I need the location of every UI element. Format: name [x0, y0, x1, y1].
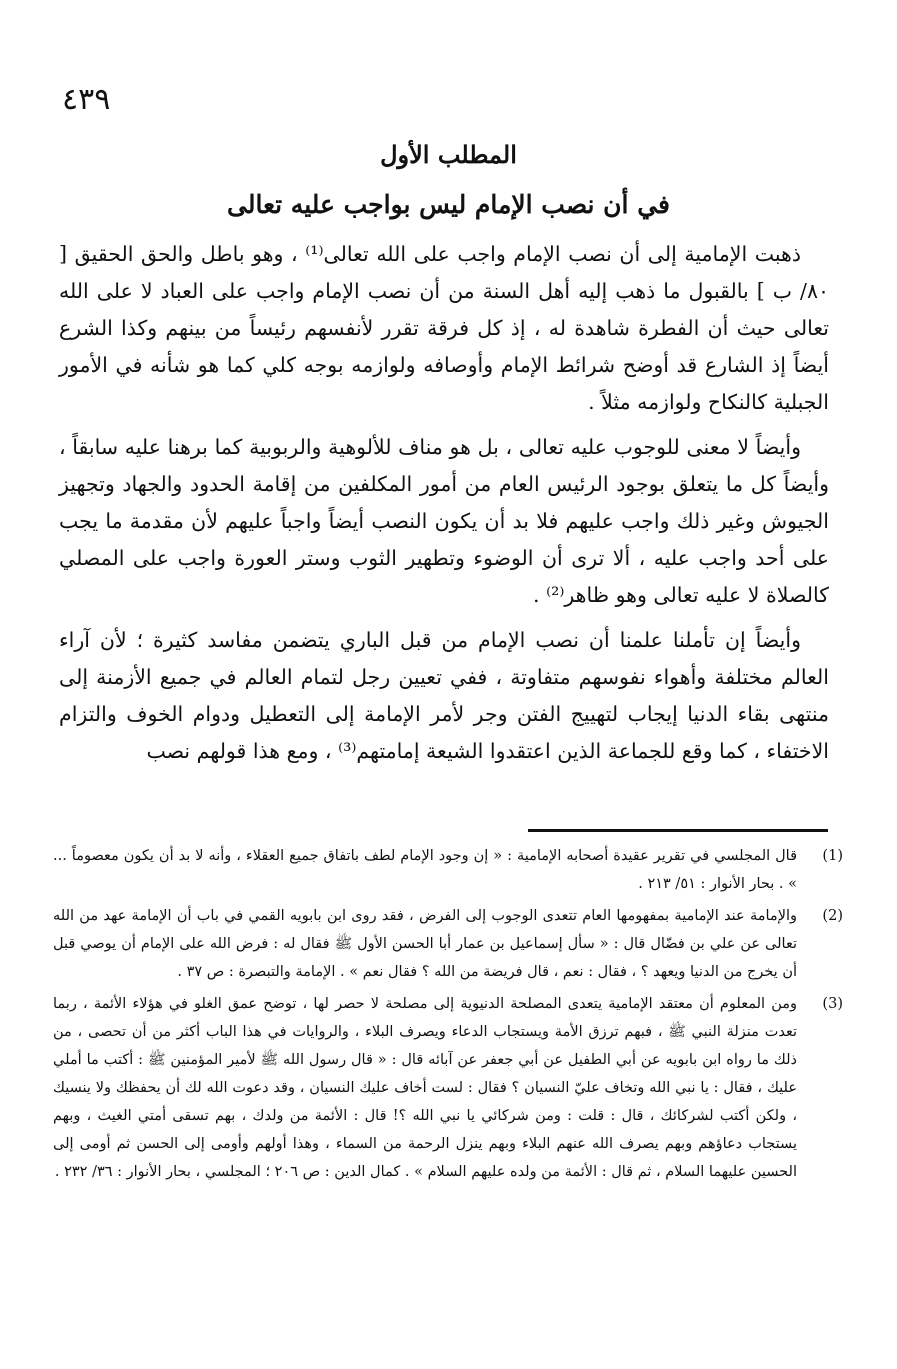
footnote-number: (2) [822, 908, 843, 924]
footnote-number: (3) [822, 996, 843, 1012]
footnote-divider [528, 829, 828, 832]
footnote [53, 902, 843, 986]
footnotes [53, 842, 843, 1190]
section-heading: المطلب الأول [380, 140, 517, 169]
section-subheading: في أن نصب الإمام ليس بواجب عليه تعالى [227, 190, 670, 219]
footnote-number: (1) [822, 848, 843, 864]
body-paragraph: وأيضاً لا معنى للوجوب عليه تعالى ، بل هو مناف للألوهية والربوبية كما برهنا عليه سابقاً ، وأيضاً كل ما يتعلق بوجود الرئيس العام من أمور المكلفين من إقامة الحدود والجهاد وتجهيز الجيوش وغير ذلك واجب عليهم فلا بد أن يكون النصب أيضاً واجباً عليهم لأن مقدمة ما يجب على أحد واجب عليه ، ألا ترى أن الوضوء وتطهير الثوب وستر العورة واجب على المصلي كالصلاة لا عليه تعالى وهو ظاهر⁽²⁾ . [59, 435, 829, 607]
footnote-text: قال المجلسي في تقرير عقيدة أصحابه الإمامية : « إن وجود الإمام لطف باتفاق جميع العقلاء ، وأنه لا بد أن يكون معصوماً ... » . بحار الأنوار : ٥١/ ٢١٣ . [53, 848, 797, 892]
footnote [53, 990, 843, 1186]
footnote [53, 842, 843, 898]
footnote-text: ومن المعلوم أن معتقد الإمامية يتعدى المصلحة الدنيوية إلى مصلحة لا حصر لها ، توضح عمق الغلو في هؤلاء الأئمة ، ربما تعدت منزلة النبي ﷺ ، فبهم ترزق الأمة ويستجاب الدعاء ويصرف البلاء ، والروايات في هذا الباب أكثر من أن تحصى ، من ذلك ما رواه ابن بابويه عن أبي الطفيل عن أبي جعفر عن آبائه قال : « قال رسول الله ﷺ لأمير المؤمنين ﷺ : أكتب ما أملي عليك ، فقال : يا نبي الله وتخاف عليّ النسيان ؟ فقال : لست أخاف عليك النسيان ، وقد دعوت الله لك أن يحفظك ولا ينسيك ، ولكن أكتب لشركائك ، قال : قلت : ومن شركائي يا نبي الله ؟! قال : الأئمة من ولدك ، بهم تسقى أمتي الغيث ، وبهم يستجاب دعاؤهم وبهم يصرف الله عنهم البلاء وبهم ينزل الرحمة من السماء ، وهذا أولهم وأومى إلى الحسن ثم أومى إلى الحسين عليهما السلام ، ثم قال : الأئمة من ولده عليهم السلام » . كمال الدين : ص ٢٠٦ ؛ المجلسي ، بحار الأنوار : ٣٦/ ٢٣٢ . [53, 996, 797, 1180]
body-text [59, 236, 829, 778]
body-paragraph: وأيضاً إن تأملنا علمنا أن نصب الإمام من قبل الباري يتضمن مفاسد كثيرة ؛ لأن آراء العالم مختلفة وأهواء نفوسهم متفاوتة ، ففي تعيين رجل لتمام العالم في جميع الأزمنة إلى منتهى بقاء الدنيا إيجاب لتهييج الفتن وجر لأمر الإمامة إلى التعطيل ودوام الخوف والتزام الاختفاء ، كما وقع للجماعة الذين اعتقدوا الشيعة إمامتهم⁽³⁾ ، ومع هذا قولهم نصب [59, 628, 829, 763]
footnote-text: والإمامة عند الإمامية بمفهومها العام تتعدى الوجوب إلى الفرض ، فقد روى ابن بابويه القمي في باب أن الإمامة عهد من الله تعالى عن علي بن فضّال قال : « سأل إسماعيل بن عمار أبا الحسن الأول ﷺ فقال له : فرض الله على الإمام أن يوصي قبل أن يخرج من الدنيا ويعهد ؟ ، فقال : نعم ، قال فريضة من الله ؟ فقال نعم » . الإمامة والتبصرة : ص ٣٧ . [53, 908, 797, 980]
body-paragraph: ذهبت الإمامية إلى أن نصب الإمام واجب على الله تعالى⁽¹⁾ ، وهو باطل والحق الحقيق [ ٨٠/ ب ] بالقبول ما ذهب إليه أهل السنة من أن نصب الإمام واجب على العباد لا على الله تعالى حيث أن الفطرة شاهدة له ، إذ كل فرقة تقرر لأنفسهم رئيساً من بينهم وكذا الشرع أيضاً إذ الشارع قد أوضح شرائط الإمام وأوصافه ولوازمه بوجه كلي كما هو شأنه في الأمور الجبلية كالنكاح ولوازمه مثلاً . [59, 242, 829, 414]
page-number: ٤٣٩ [62, 82, 111, 117]
